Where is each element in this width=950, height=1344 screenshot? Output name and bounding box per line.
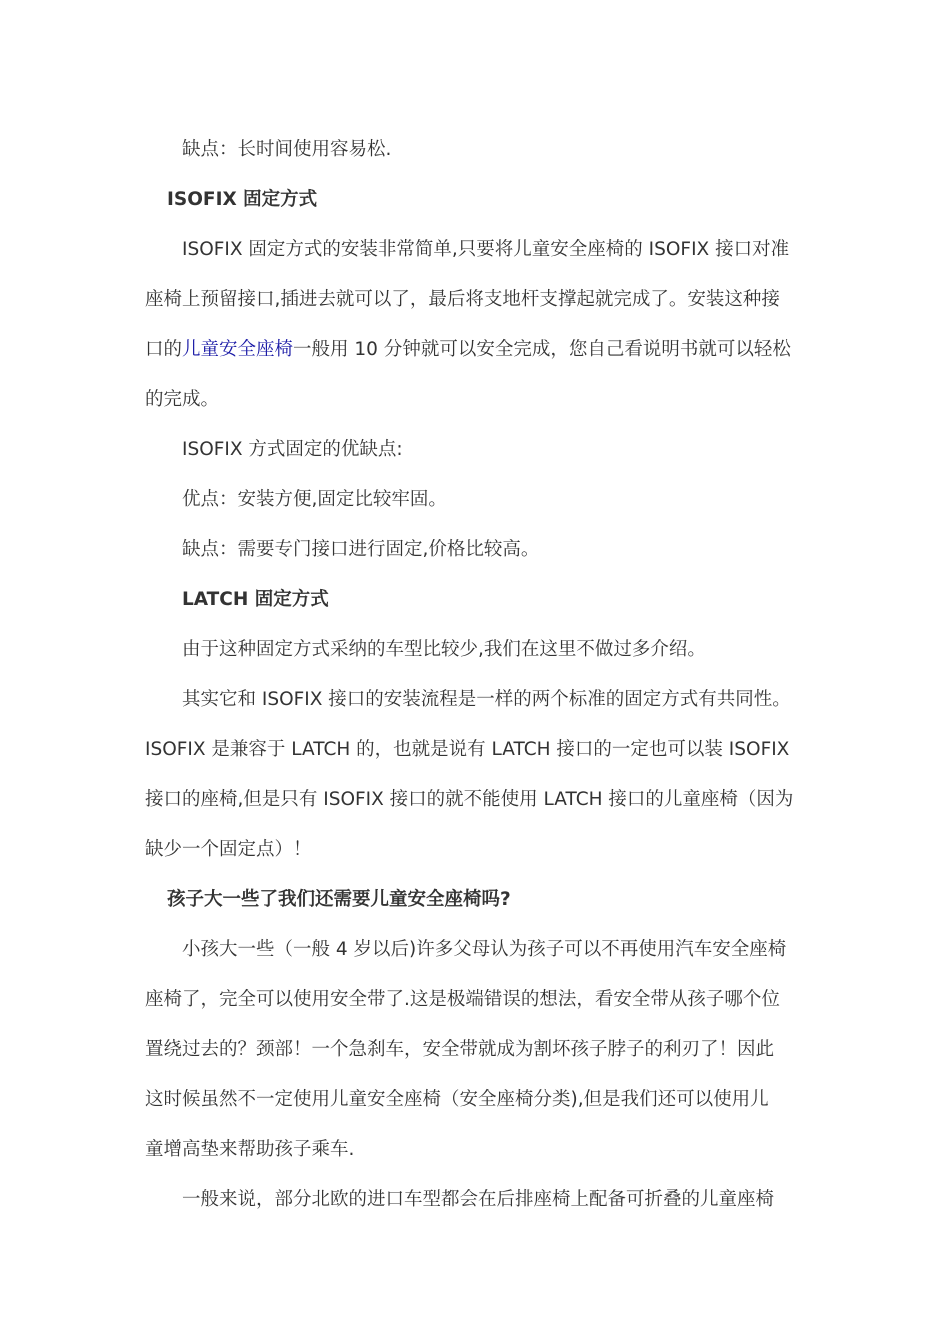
paragraph-compat-line-4: 缺少一个固定点）！ (145, 839, 312, 860)
paragraph-latch-line: 由于这种固定方式采纳的车型比较少,我们在这里不做过多介绍。 (182, 639, 706, 660)
text-segment: 一般用 10 分钟就可以安全完成，您自己看说明书就可以轻松 (293, 339, 791, 360)
paragraph-isofix-line-3 (145, 337, 810, 363)
isofix-pros-cons-title: ISOFIX 方式固定的优缺点: (182, 439, 403, 460)
paragraph-compat-line-1: 其实它和 ISOFIX 接口的安装流程是一样的两个标准的固定方式有共同性。 (182, 689, 791, 710)
paragraph-compat-line-3: 接口的座椅,但是只有 ISOFIX 接口的就不能使用 LATCH 接口的儿童座椅（因为 (145, 789, 794, 810)
text-segment: 口的 (145, 339, 183, 360)
paragraph-compat-line-2: ISOFIX 是兼容于 LATCH 的，也就是说有 LATCH 接口的一定也可以装 ISOFIX (145, 739, 790, 760)
heading-isofix: ISOFIX 固定方式 (167, 189, 318, 210)
paragraph-isofix-line-2: 座椅上预留接口,插进去就可以了，最后将支地杆支撑起就完成了。安装这种接 (145, 289, 780, 310)
child-seat-link[interactable]: 儿童安全座椅 (182, 339, 294, 360)
paragraph-older-child-line-1: 小孩大一些（一般 4 岁以后)许多父母认为孩子可以不再使用汽车安全座椅 (182, 939, 787, 960)
paragraph-older-child-line-3: 置绕过去的？颈部！一个急刹车，安全带就成为割坏孩子脖子的利刃了！因此 (145, 1039, 775, 1060)
heading-older-child: 孩子大一些了我们还需要儿童安全座椅吗? (167, 889, 511, 910)
paragraph-isofix-line-4: 的完成。 (145, 389, 220, 410)
isofix-cons-line: 缺点：需要专门接口进行固定,价格比较高。 (182, 539, 540, 560)
paragraph-isofix-line-1: ISOFIX 固定方式的安装非常简单,只要将儿童安全座椅的 ISOFIX 接口对准 (182, 239, 790, 260)
paragraph-older-child-line-4: 这时候虽然不一定使用儿童安全座椅（安全座椅分类),但是我们还可以使用儿 (145, 1089, 769, 1110)
paragraph-nordic-line-1: 一般来说，部分北欧的进口车型都会在后排座椅上配备可折叠的儿童座椅 (182, 1189, 775, 1210)
isofix-pros-line: 优点：安装方便,固定比较牢固。 (182, 489, 447, 510)
heading-latch: LATCH 固定方式 (182, 589, 329, 610)
paragraph-older-child-line-5: 童增高垫来帮助孩子乘车. (145, 1139, 355, 1160)
paragraph-older-child-line-2: 座椅了，完全可以使用安全带了.这是极端错误的想法，看安全带从孩子哪个位 (145, 989, 780, 1010)
cons-belt-line: 缺点：长时间使用容易松. (182, 139, 392, 160)
